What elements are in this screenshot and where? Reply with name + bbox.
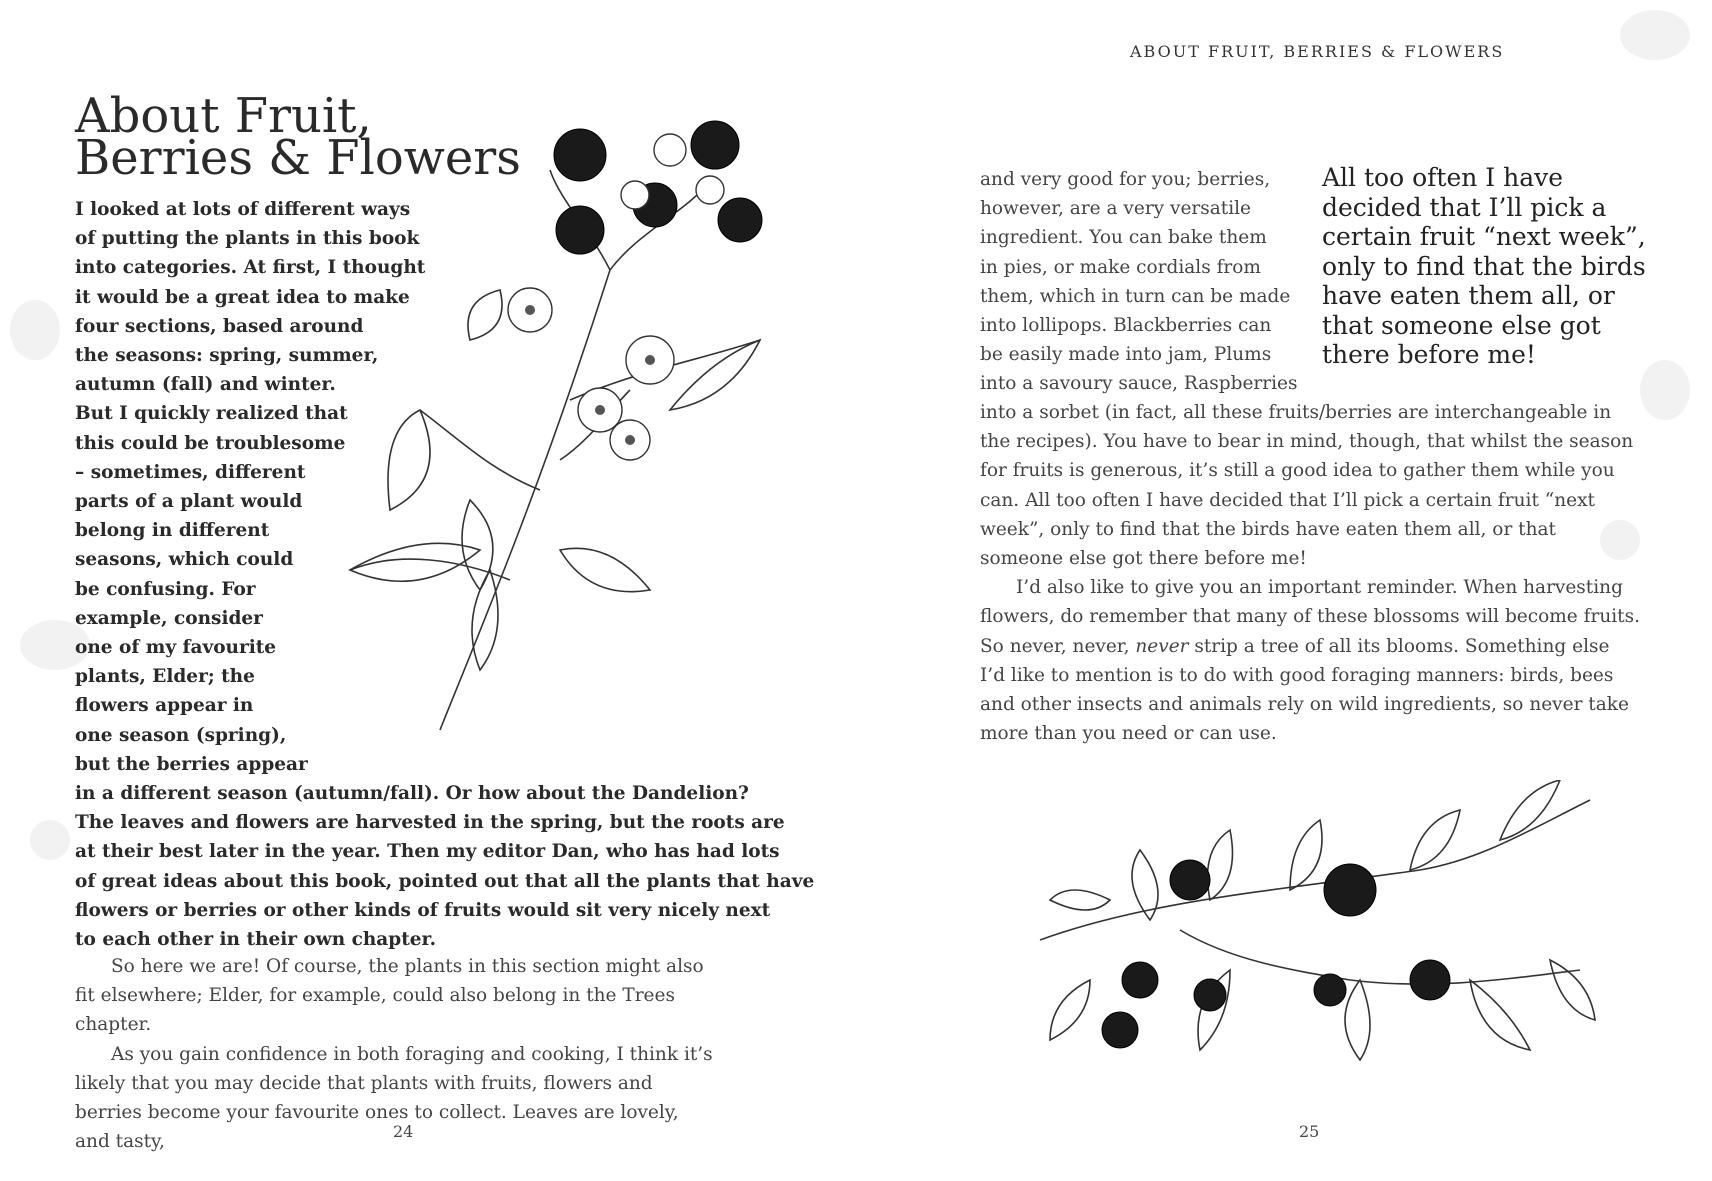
intro-line: seasons, which could [75,549,294,571]
intro-line: of great ideas about this book, pointed out that all the plants that have [75,870,815,892]
intro-line: to each other in their own chapter. [75,929,437,951]
right-column-text [980,165,1320,399]
text-line: and very good for you; berries, [980,169,1271,190]
intro-line: one season (spring), [75,724,287,746]
text-line: them, which in turn can be made [980,285,1291,307]
paragraph [980,573,1640,748]
title-line: About Fruit, [75,88,372,144]
emphasis: never [1135,635,1189,657]
text-span: I’d also like to give you an important reminder. When harvesting flowers, do remember that many of these blossoms will become fruits. So never, never, [980,577,1640,657]
right-body-text [980,398,1640,748]
intro-line: autumn (fall) and winter. [75,374,336,396]
intro-line: plants, Elder; the [75,666,255,688]
intro-line: of putting the plants in this book [75,228,420,250]
intro-line: But I quickly realized that [75,403,348,425]
intro-line: flowers or berries or other kinds of fruits would sit very nicely next [75,899,771,921]
text-span: strip a tree of all its blooms. Something else I’d like to mention is to do with good foraging manners: birds, bees and other insects and animals rely on wild ingredients, so never take more than you need or can use. [980,635,1629,745]
text-line: in pies, or make cordials from [980,256,1261,278]
blackberry-bramble-illustration [310,110,780,750]
text-line: into lollipops. Blackberries can [980,315,1272,337]
running-head: ABOUT FRUIT, BERRIES & FLOWERS [1130,42,1505,61]
paragraph: As you gain confidence in both foraging and cooking, I think it’s likely that you may decide that plants with fruits, flowers and berries become your favourite ones to collect. Leaves are lovely, and tasty, [75,1043,713,1153]
text-line: be easily made into jam, Plums [980,344,1272,366]
intro-line: four sections, based around [75,315,364,337]
intro-line: example, consider [75,607,263,629]
intro-line: at their best later in the year. Then my editor Dan, who has had lots [75,841,780,863]
intro-line: one of my favourite [75,637,277,659]
text-line: into a savoury sauce, Raspberries [980,373,1298,395]
intro-line: belong in different [75,520,270,542]
intro-line: parts of a plant would [75,491,303,513]
intro-line: the seasons: spring, summer, [75,345,379,367]
page-number-right: 25 [1299,1122,1320,1141]
intro-line: but the berries appear [75,753,308,775]
paragraph: So here we are! Of course, the plants in this section might also fit elsewhere; Elder, for example, could also belong in the Trees chapter. [75,956,704,1036]
intro-line: flowers appear in [75,695,254,717]
paragraph: into a sorbet (in fact, all these fruits/berries are interchangeable in the recipes). You have to bear in mind, though, that whilst the season for fruits is generous, it’s still a good idea to gather them while you can. All too often I have decided that I’ll pick a certain fruit “next week”, only to find that the birds have eaten them all, or that someone else got there before me! [980,402,1634,570]
intro-line: it would be a great idea to make [75,286,410,308]
text-line: however, are a very versatile [980,198,1251,220]
page-number-left: 24 [393,1122,414,1141]
intro-line: The leaves and flowers are harvested in the spring, but the roots are [75,812,785,834]
intro-line: I looked at lots of different ways [75,199,411,220]
text-line: ingredient. You can bake them [980,227,1267,249]
title-line: Berries & Flowers [75,130,521,186]
blackthorn-sloe-illustration [1030,780,1600,1070]
intro-line: in a different season (autumn/fall). Or how about the Dandelion? [75,783,749,805]
pull-quote: All too often I have decided that I’ll pick a certain fruit “next week”, only to find that the birds have eaten them all, or that someone else got there before me! [1322,163,1646,369]
intro-line: – sometimes, different [75,461,306,483]
intro-line: into categories. At first, I thought [75,257,426,279]
intro-line: this could be troublesome [75,432,346,454]
intro-line: be confusing. For [75,578,256,600]
